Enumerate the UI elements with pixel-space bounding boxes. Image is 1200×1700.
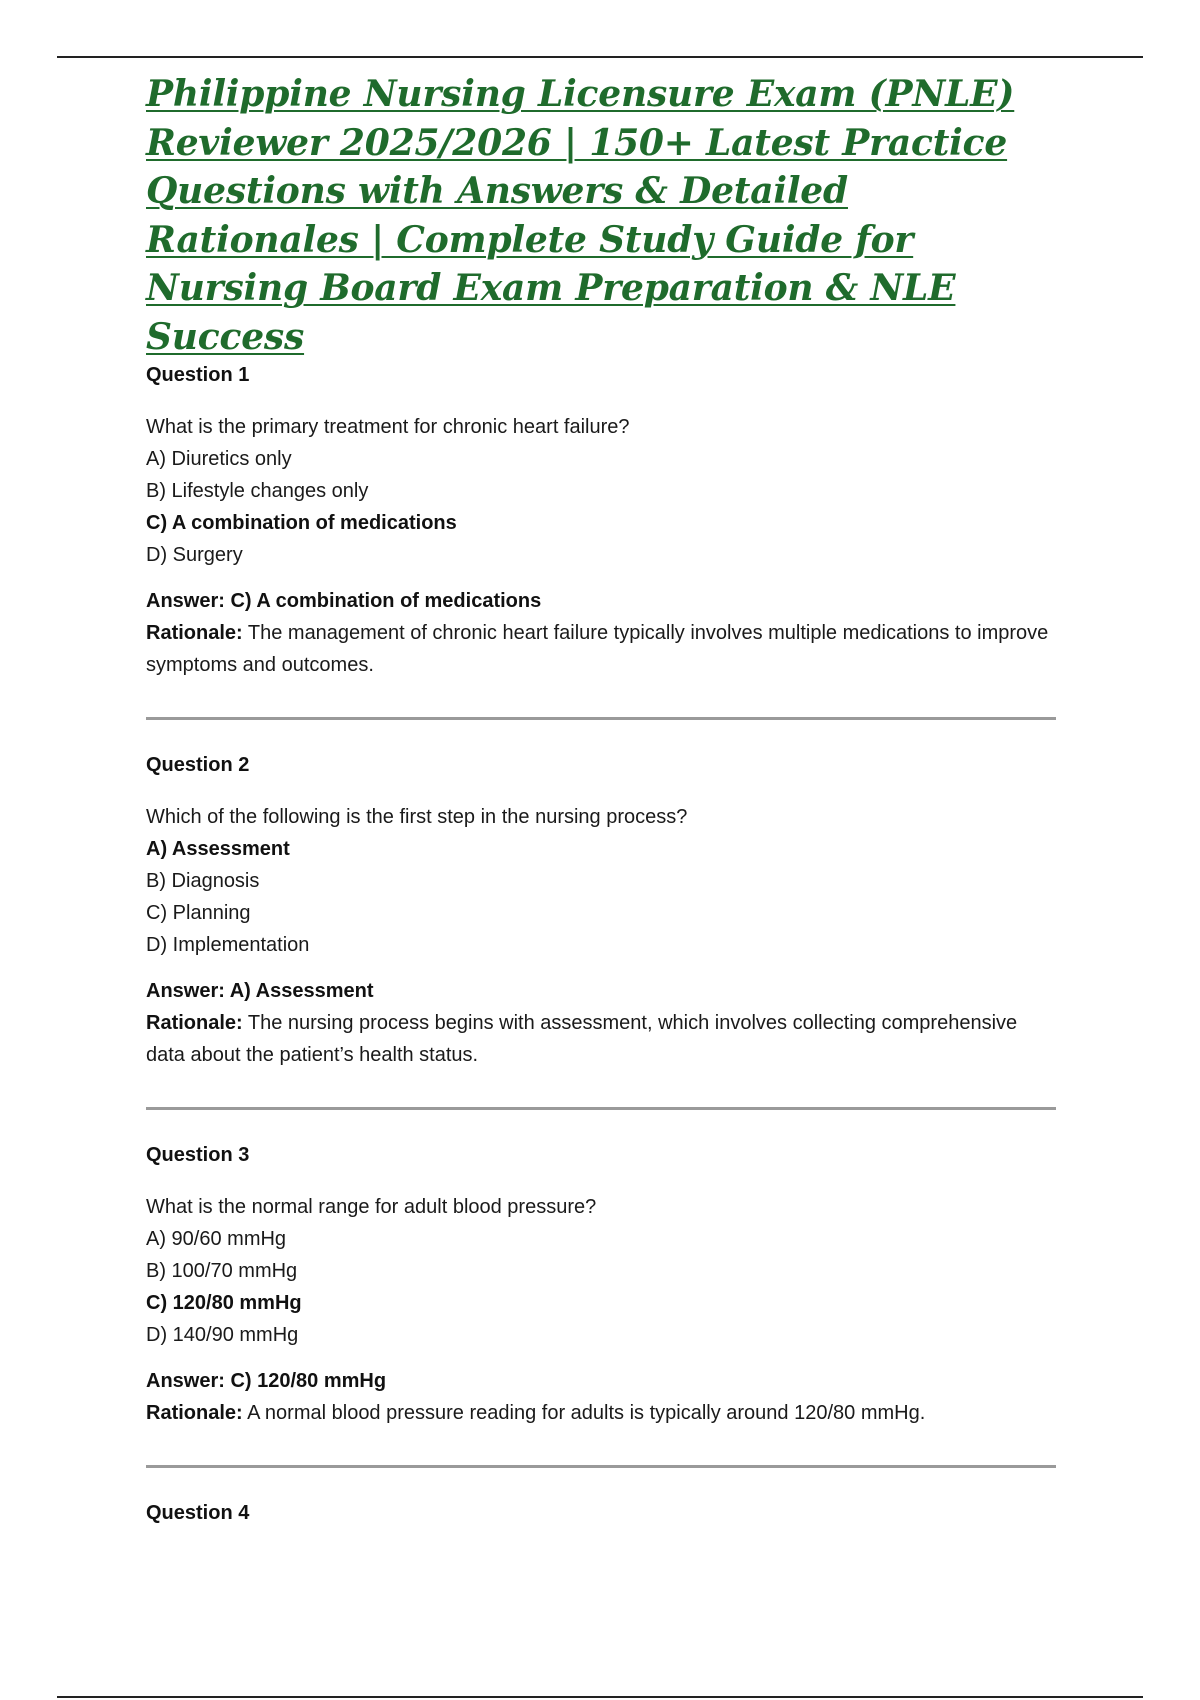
rationale — [146, 1007, 1056, 1071]
question-text: Which of the following is the first step in the nursing process? — [146, 806, 688, 828]
question-block — [146, 753, 1056, 1110]
answer-line: Answer: C) A combination of medications — [146, 590, 542, 612]
section-divider — [146, 1465, 1056, 1468]
option-c: C) Planning — [146, 902, 251, 924]
option-d: D) 140/90 mmHg — [146, 1324, 299, 1346]
options-list — [146, 1223, 1056, 1351]
option-d: D) Surgery — [146, 544, 243, 566]
question-heading: Question 1 — [146, 364, 250, 386]
question-text: What is the normal range for adult blood pressure? — [146, 1196, 597, 1218]
option-b: B) Diagnosis — [146, 870, 260, 892]
option-b: B) 100/70 mmHg — [146, 1260, 298, 1282]
rationale — [146, 1397, 1056, 1429]
rationale-text: The management of chronic heart failure typically involves multiple medications to improve symptoms and outcomes. — [146, 622, 1049, 676]
rationale-text: The nursing process begins with assessment, which involves collecting comprehensive data about the patient’s health status. — [146, 1012, 1018, 1066]
rationale — [146, 617, 1056, 681]
question-block — [146, 363, 1056, 720]
option-a: A) 90/60 mmHg — [146, 1228, 287, 1250]
option-a: A) Diuretics only — [146, 448, 292, 470]
question-text: What is the primary treatment for chronic heart failure? — [146, 416, 630, 438]
header-rule — [57, 56, 1143, 58]
document-body — [146, 70, 1056, 1525]
option-d: D) Implementation — [146, 934, 310, 956]
question-heading: Question 4 — [146, 1502, 250, 1524]
option-c-correct: C) A combination of medications — [146, 512, 457, 534]
section-divider — [146, 717, 1056, 720]
footer-rule — [57, 1696, 1143, 1698]
answer-line: Answer: A) Assessment — [146, 980, 374, 1002]
options-list — [146, 443, 1056, 571]
question-heading: Question 2 — [146, 754, 250, 776]
option-b: B) Lifestyle changes only — [146, 480, 369, 502]
options-list — [146, 833, 1056, 961]
option-a-correct: A) Assessment — [146, 838, 290, 860]
question-block — [146, 1143, 1056, 1468]
section-divider — [146, 1107, 1056, 1110]
answer-line: Answer: C) 120/80 mmHg — [146, 1370, 387, 1392]
question-block — [146, 1501, 1056, 1525]
question-heading: Question 3 — [146, 1144, 250, 1166]
rationale-text: A normal blood pressure reading for adults is typically around 120/80 mmHg. — [242, 1402, 926, 1424]
rationale-label: Rationale: — [146, 1402, 243, 1424]
rationale-label: Rationale: — [146, 622, 243, 644]
option-c-correct: C) 120/80 mmHg — [146, 1292, 302, 1314]
document-title: Philippine Nursing Licensure Exam (PNLE) Reviewer 2025/2026 | 150+ Latest Practice Questions with Answers & Detailed Rationales | Complete Study Guide for Nursing Board Exam Preparation & NLE Success — [146, 73, 1015, 358]
rationale-label: Rationale: — [146, 1012, 243, 1034]
